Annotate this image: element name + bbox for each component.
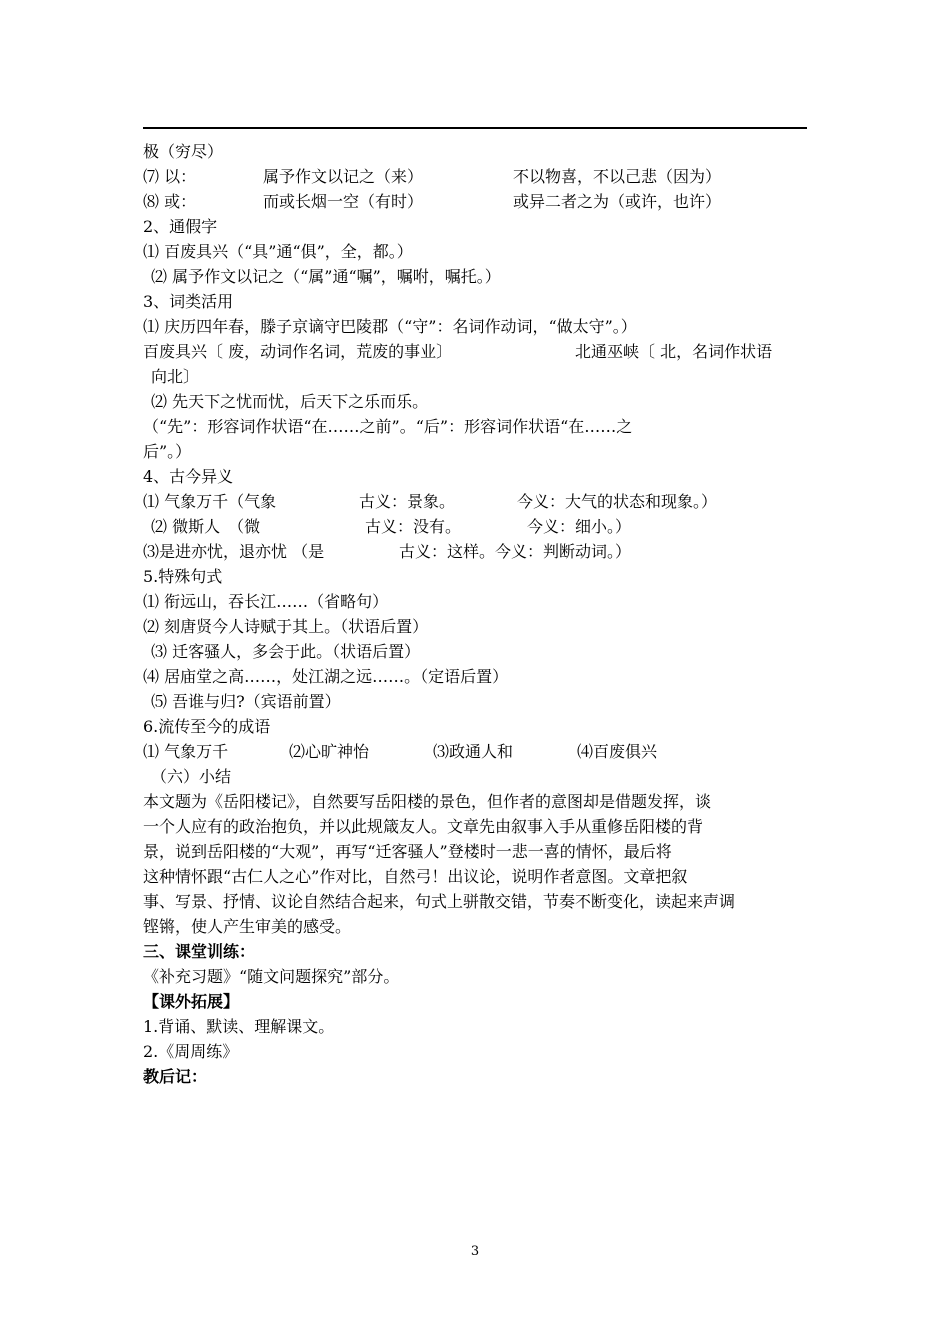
text-line: ⑵ 属予作文以记之（“属”通“嘱”，嘱咐，嘱托。） <box>151 267 501 286</box>
example-phrase: 不以物喜，不以己悲（因为） <box>513 167 722 186</box>
text-line: 《补充习题》“随文问题探究”部分。 <box>143 967 400 986</box>
text-line <box>143 489 807 514</box>
idiom: ⑷百废俱兴 <box>577 742 658 761</box>
example-phrase: 或异二者之为（或许，也许） <box>513 192 722 211</box>
text-line: 1.背诵、默读、理解课文。 <box>143 1017 335 1036</box>
example-phrase: 百废具兴〔 废，动词作名词，荒废的事业〕 <box>143 342 453 361</box>
text-line: 后”。） <box>143 442 192 461</box>
example-phrase: ⑴ 气象万千（气象 <box>143 492 277 511</box>
idiom: ⑴ 气象万千 <box>143 742 229 761</box>
idiom: ⑶政通人和 <box>433 742 514 761</box>
section-heading: 3、词类活用 <box>143 292 234 311</box>
text-line <box>143 164 807 189</box>
text-line: ⑴ 庆历四年春，滕子京谪守巴陵郡（“守”：名词作动词，“做太守”。） <box>143 317 637 336</box>
summary-line: 事、写景、抒情、议论自然结合起来，句式上骈散交错，节奏不断变化，读起来声调 <box>143 892 736 911</box>
text-line <box>143 539 807 564</box>
section-heading: 4、古今异义 <box>143 467 234 486</box>
text-line: ⑵ 先天下之忧而忧，后天下之乐而乐。 <box>151 392 429 411</box>
ancient-meaning: 古义：没有。 <box>365 517 462 536</box>
section-heading: 三、课堂训练： <box>143 942 256 961</box>
text-line: ⑴ 百废具兴（“具”通“俱”，全，都。） <box>143 242 413 261</box>
text-line: （“先”：形容词作状语“在……之前”。“后”：形容词作状语“在……之 <box>143 417 633 436</box>
idiom: ⑵心旷神怡 <box>289 742 370 761</box>
section-heading: 【课外拓展】 <box>143 992 240 1011</box>
term-label: ⑻ 或： <box>143 192 197 211</box>
term-label: ⑺ 以： <box>143 167 197 186</box>
text-line <box>143 514 807 539</box>
example-phrase: 而或长烟一空（有时） <box>263 192 424 211</box>
text-line: ⑷ 居庙堂之高……，处江湖之远……。（定语后置） <box>143 667 509 686</box>
header-rule <box>143 127 807 129</box>
example-phrase: ⑶是进亦忧，退亦忧 （是 <box>143 542 325 561</box>
text-line: 2.《周周练》 <box>143 1042 239 1061</box>
summary-line: 本文题为《岳阳楼记》，自然要写岳阳楼的景色，但作者的意图却是借题发挥，谈 <box>143 792 712 811</box>
ancient-meaning: 古义：景象。 <box>359 492 456 511</box>
section-heading: 5.特殊句式 <box>143 567 223 586</box>
text-line <box>143 739 807 764</box>
example-phrase: 属予作文以记之（来） <box>263 167 424 186</box>
section-heading: （六）小结 <box>151 767 232 786</box>
text-line: ⑴ 衔远山，吞长江……（省略句） <box>143 592 389 611</box>
ancient-meaning: 古义：这样。今义：判断动词。） <box>399 542 632 561</box>
summary-line: 这种情怀跟“古仁人之心”作对比，自然弓！出议论，说明作者意图。文章把叙 <box>143 867 688 886</box>
text-line <box>143 189 807 214</box>
summary-line: 一个人应有的政治抱负，并以此规箴友人。文章先由叙事入手从重修岳阳楼的背 <box>143 817 704 836</box>
document-body <box>143 139 807 1089</box>
text-line: ⑸ 吾谁与归?（宾语前置） <box>151 692 341 711</box>
section-heading: 6.流传至今的成语 <box>143 717 271 736</box>
example-phrase: ⑵ 微斯人 （微 <box>151 517 261 536</box>
text-line: ⑵ 刻唐贤今人诗赋于其上。（状语后置） <box>143 617 429 636</box>
text-line: 向北〕 <box>151 367 200 386</box>
modern-meaning: 今义：细小。） <box>527 517 632 536</box>
text-line: 极（穷尽） <box>143 142 224 161</box>
text-line <box>143 339 807 364</box>
page-number: 3 <box>470 1244 480 1259</box>
section-heading: 2、通假字 <box>143 217 218 236</box>
summary-line: 景，说到岳阳楼的“大观”，再写“迁客骚人”登楼时一悲一喜的情怀，最后将 <box>143 842 672 861</box>
text-line: ⑶ 迁客骚人，多会于此。（状语后置） <box>151 642 421 661</box>
example-phrase: 北通巫峡〔 北，名词作状语 <box>575 342 773 361</box>
section-heading: 教后记： <box>143 1067 208 1086</box>
summary-line: 铿锵，使人产生审美的感受。 <box>143 917 352 936</box>
modern-meaning: 今义：大气的状态和现象。） <box>517 492 718 511</box>
